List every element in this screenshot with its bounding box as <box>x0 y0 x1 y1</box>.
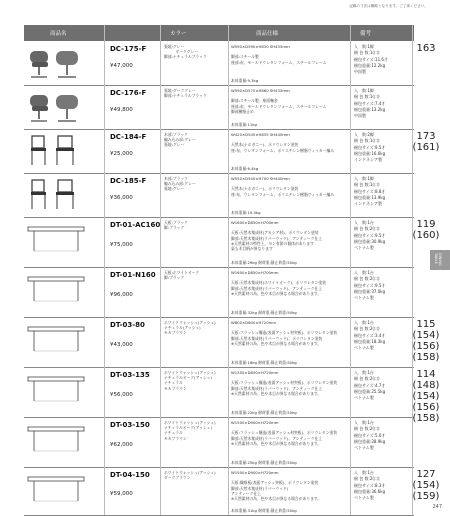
product-spec: W1600×D850×H700mm 天板:天然木集成材(ホワイトオーク)、ポリウレタン塗装 脚部:天然木集成材(ラバーウッド)、アンティーク仕上 ※天然素材の為、色や木目が異なる場合があります。 <box>231 270 326 296</box>
product-code: DT-03-150 <box>110 421 150 429</box>
table-row <box>24 41 436 86</box>
header-remarks: 備考 <box>360 31 372 37</box>
product-code: DT-01-N160 <box>110 271 156 279</box>
product-price: ¥49,800 <box>110 107 133 113</box>
product-packaging: 入 数:1脚 梱 包 数:1(口) 梱包サイズ:11.6才 梱包重量:12.2kg 中国製 <box>354 44 388 75</box>
product-price: ¥96,000 <box>110 292 133 298</box>
product-packaging: 入 数:1台 梱 包 数:2(口) 梱包サイズ:5.0才 梱包重量:28.9kg ベトナム製 <box>354 420 386 451</box>
table-row <box>24 367 440 424</box>
product-spec: W550×D540×H700 SH440mm 天然木(ナホガニー)、ポリウレタン塗装 座:布、ウレタンフォーム、ポリエチレン樹脂ウィッカー編み <box>231 176 335 197</box>
column-divider <box>412 25 413 515</box>
product-weight: 本体重量:32kg 耐荷重:静止荷重:50kg <box>231 310 297 315</box>
product-weight: 本体重量:9.3kg <box>231 78 259 83</box>
header-spec: 商品仕様 <box>256 31 279 37</box>
chair-drawing <box>26 133 86 169</box>
page-references[interactable]: 127 (154) (159) <box>412 469 440 502</box>
chair-drawing <box>26 45 86 81</box>
product-code: DC-185-F <box>110 177 147 185</box>
product-packaging: 入 数:1台 梱 包 数:2(口) 梱包サイズ:9.5才 梱包重量:37.0kg ベトナム製 <box>354 270 386 301</box>
product-code: DT-03-80 <box>110 321 145 329</box>
product-packaging: 入 数:1脚 梱 包 数:1(口) 梱包サイズ:7.4才 梱包重量:13.2kg 中国製 <box>354 88 386 119</box>
page-references[interactable]: 163 <box>416 43 436 54</box>
product-code: DT-04-150 <box>110 471 150 479</box>
column-divider <box>228 25 229 515</box>
product-packaging: 入 数:1脚 梱 包 数:1(口) 梱包サイズ:8.8才 梱包重量:13.9kg インドネシア製 <box>354 176 386 207</box>
product-spec: W1600×D850×H700mm 天板:天然木集成材(アカシア材)、ポリウレタン塗装 脚部:天然木集成材(ラバーウッド)、アンティーク仕上 ※天然素材の特性上、ヨン有節の個体があります 裏も木目柄が異なります <box>231 220 323 252</box>
product-weight: 本体重量:25kg 耐荷重:静止荷重:50kg <box>231 460 297 465</box>
table-drawing <box>26 271 86 307</box>
product-code: DT-01-AC160 <box>110 221 161 229</box>
product-packaging: 入 数:1台 梱 包 数:2(口) 梱包サイズ:8.3才 梱包重量:36.6kg ベトナム製 <box>354 470 386 501</box>
product-weight: 本体重量:6.4kg <box>231 166 259 171</box>
column-divider <box>160 25 161 515</box>
product-price: ¥47,000 <box>110 63 133 69</box>
product-spec: W590×D575×H860 SH435mm 脚部:スチール製、座面軸金 座部:布、モールドウレタンフォーム、スチールフレーム 脚部樹脂止め <box>231 88 327 114</box>
product-price: ¥59,000 <box>110 491 133 497</box>
table-row <box>24 85 414 130</box>
product-weight: 本体重量:10.4kg <box>231 210 261 215</box>
product-color: 天板:ホワイトオーク 脚:ブラック <box>164 270 200 281</box>
product-weight: 本体重量:22kg 耐荷重:静止荷重:50kg <box>231 410 297 415</box>
note: 記載の寸法は概略となります。ご了承ください。 <box>349 4 428 8</box>
table-row <box>24 317 440 368</box>
page-references[interactable]: 173 (161) <box>412 131 440 153</box>
product-code: DT-03-135 <box>110 371 150 379</box>
product-price: ¥36,000 <box>110 195 133 201</box>
product-spec: W1350×D850×H720mm 天板:フラッシュ構造(表面アッシュ材突板)、ポリウレタン塗装 脚部:天然木集成材(ラバーウッド)、アンティーク仕上 ※天然素材の為、色や木目が異なる場合があります。 <box>231 370 338 396</box>
product-packaging: 入 数:1台 梱 包 数:2(口) 梱包サイズ:3.4才 梱包重量:18.3kg ベトナム製 <box>354 320 386 351</box>
product-color: 木部:ブラック 編み込み部:グレー 張地:グレー <box>164 132 196 148</box>
product-spec: W420×D545×H835 SH440mm 天然木(ナホガニー)、ポリウレタン塗装 座:布、ウレタンフォーム、ポリエチレン樹脂ウィッカー編み <box>231 132 335 153</box>
table-header <box>24 25 435 41</box>
header-page: Page No. <box>415 26 435 31</box>
page-number: 247 <box>432 504 442 510</box>
product-packaging: 入 数:1台 梱 包 数:2(口) 梱包サイズ:4.7才 梱包重量:25.5kg ベトナム製 <box>354 370 386 401</box>
product-color: ホワイトウォッシュ(アッシュ) ダークブラウン <box>164 470 216 481</box>
header-name: 商品名 <box>50 31 67 37</box>
chair-drawing <box>26 177 86 213</box>
table-row <box>24 173 414 218</box>
product-price: ¥25,000 <box>110 151 133 157</box>
sidebar-tab <box>430 250 450 270</box>
table-row <box>24 129 440 174</box>
product-packaging: 入 数:1台 梱 包 数:2(口) 梱包サイズ:9.5才 梱包重量:30.9kg ベトナム製 <box>354 220 386 251</box>
product-color: 張地:ダークグレー 脚部:ナチュラルブラック <box>164 88 207 99</box>
product-spec: W1500×D900×H720mm 天板:フラッシュ構造(表面アッシュ材突板)、ポリウレタン塗装 脚部:天然木集成材(ラバーウッド)、アンティーク仕上 ※天然素材の為、色や木目が異なる場合があります。 <box>231 420 338 446</box>
product-weight: 本体重量:11kg <box>231 122 257 127</box>
product-spec: W800×D800×H720mm 天板:フラッシュ構造(表面アッシュ材突板)、ポリウレタン塗装 脚部:天然木集成材(ラバーウッド)、ポリウレタン塗装 ※天然素材の為、色や木目が異なる場合があります。 <box>231 320 338 346</box>
product-spec: W1500×D900×H720mm 天板:繊維板(表面アッシュ突板)、ポリウレタン塗装 脚部:天然木集成材(ラバーウッド) アンティーク仕上 ※天然素材の為、色や木目が異なる場合があります。 <box>231 470 322 502</box>
product-color: ホワイトウォッシュ(アッシュ) ナチュラルオーク(アッシュ) ナチュラル モカブラウン <box>164 420 216 441</box>
product-color: 張地:グレー ダークグレー 脚部:ナチュラルブラック <box>164 44 207 60</box>
product-weight: 本体重量:31kg 耐荷重:静止荷重:50kg <box>231 508 297 513</box>
page-references[interactable]: 115 (154) (156) (158) <box>412 319 440 363</box>
table-drawing <box>26 321 86 357</box>
product-code: DC-175-F <box>110 45 147 53</box>
product-color: 天板:ブラック 脚:ブラック <box>164 220 188 231</box>
chair-drawing <box>26 89 86 125</box>
product-weight: 本体重量:16kg 耐荷重:静止荷重:50kg <box>231 360 297 365</box>
product-code: DC-176-F <box>110 89 147 97</box>
table-drawing <box>26 221 86 257</box>
product-code: DC-184-F <box>110 133 147 141</box>
product-price: ¥43,000 <box>110 342 133 348</box>
product-weight: 本体重量:29kg 耐荷重:静止荷重:50kg <box>231 260 297 265</box>
product-price: ¥75,000 <box>110 242 133 248</box>
product-color: ホワイトウォッシュ(アッシュ) ナチュラル(アッシュ) モカブラウン <box>164 320 216 336</box>
product-color: ホワイトウォッシュ(アッシュ) ナチュラルオーク(アッシュ) ナチュラル モカブラウン <box>164 370 216 391</box>
column-divider <box>104 25 105 515</box>
table-drawing <box>26 421 86 457</box>
page-references[interactable]: 114 (148) (154) (156) (158) <box>412 369 440 424</box>
header-color: カラー <box>170 31 187 37</box>
table-row <box>24 267 414 318</box>
product-packaging: 入 数:2脚 梱 包 数:1(口) 梱包サイズ:9.5才 梱包重量:16.6kg インドネシア製 <box>354 132 386 163</box>
page-references[interactable]: 119 (160) <box>412 219 440 241</box>
sidebar-label: DINING TABLE <box>434 253 442 266</box>
product-price: ¥62,000 <box>110 442 133 448</box>
table-drawing <box>26 471 86 507</box>
table-drawing <box>26 371 86 407</box>
product-price: ¥56,000 <box>110 392 133 398</box>
table-row <box>24 417 414 468</box>
product-color: 木部:ブラック 編み込み部:グレー 張地:グレー <box>164 176 196 192</box>
column-divider <box>350 25 351 515</box>
product-spec: W590×D590×H830 SH435mm 脚部:スチール製 座部:布、モールドウレタンフォーム、スチールフレーム <box>231 44 327 65</box>
